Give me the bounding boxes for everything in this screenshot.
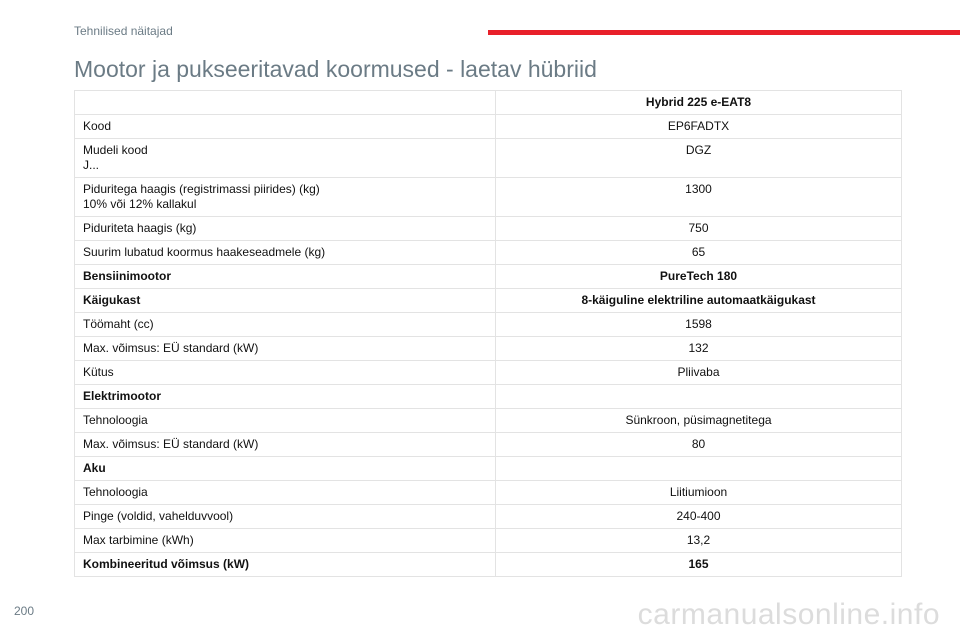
row-label-text: Mudeli kood (83, 143, 148, 157)
table-row (75, 481, 902, 505)
row-label-subtext: J... (83, 158, 100, 172)
row-label-text: Piduritega haagis (registrimassi piirides) (kg) (83, 182, 320, 196)
table-row (75, 178, 902, 217)
row-value: EP6FADTX (496, 115, 902, 139)
row-label (75, 505, 496, 529)
row-label (75, 139, 496, 178)
page-number: 200 (14, 604, 35, 618)
row-value: PureTech 180 (496, 265, 902, 289)
table-row (75, 361, 902, 385)
row-label (75, 481, 496, 505)
row-label-text: Max tarbimine (kWh) (83, 533, 194, 547)
row-label (75, 178, 496, 217)
table-row (75, 433, 902, 457)
table-row (75, 217, 902, 241)
row-value: 240-400 (496, 505, 902, 529)
row-label-text: Kombineeritud võimsus (kW) (83, 557, 250, 571)
row-value: 65 (496, 241, 902, 265)
table-header-row (75, 91, 902, 115)
table-row (75, 115, 902, 139)
row-value: 165 (496, 553, 902, 577)
row-value: 1300 (496, 178, 902, 217)
header-accent-bar (488, 30, 960, 35)
row-label-subtext: 10% või 12% kallakul (83, 197, 197, 211)
row-value: 750 (496, 217, 902, 241)
row-label (75, 385, 496, 409)
row-value (496, 385, 902, 409)
table-row (75, 139, 902, 178)
table-row (75, 337, 902, 361)
row-label-text: Kütus (83, 365, 114, 379)
row-value (496, 457, 902, 481)
row-value: 8-käiguline elektriline automaatkäigukast (496, 289, 902, 313)
row-label-text: Bensiinimootor (83, 269, 172, 283)
spec-table-body (75, 115, 902, 577)
row-label-text: Töömaht (cc) (83, 317, 154, 331)
table-column-header: Hybrid 225 e-EAT8 (496, 91, 902, 115)
row-label (75, 529, 496, 553)
row-value: 1598 (496, 313, 902, 337)
row-value: DGZ (496, 139, 902, 178)
spec-table (74, 90, 902, 577)
table-row (75, 313, 902, 337)
row-label-text: Tehnoloogia (83, 485, 148, 499)
row-label (75, 409, 496, 433)
row-label-text: Kood (83, 119, 112, 133)
row-value: 80 (496, 433, 902, 457)
table-row (75, 457, 902, 481)
row-value: Pliivaba (496, 361, 902, 385)
row-label-text: Max. võimsus: EÜ standard (kW) (83, 437, 259, 451)
row-label (75, 433, 496, 457)
table-row (75, 385, 902, 409)
row-value: 13,2 (496, 529, 902, 553)
row-label (75, 265, 496, 289)
table-row (75, 241, 902, 265)
row-value: 132 (496, 337, 902, 361)
row-label-text: Käigukast (83, 293, 141, 307)
table-row (75, 265, 902, 289)
row-label (75, 361, 496, 385)
table-header-empty-cell (75, 91, 496, 115)
row-label-text: Suurim lubatud koormus haakeseadmele (kg) (83, 245, 326, 259)
row-label (75, 115, 496, 139)
row-label-text: Max. võimsus: EÜ standard (kW) (83, 341, 259, 355)
row-label (75, 553, 496, 577)
table-row (75, 505, 902, 529)
row-value: Liitiumioon (496, 481, 902, 505)
row-label (75, 313, 496, 337)
row-label (75, 217, 496, 241)
table-row (75, 553, 902, 577)
row-label-text: Piduriteta haagis (kg) (83, 221, 197, 235)
row-label-text: Pinge (voldid, vahelduvvool) (83, 509, 234, 523)
row-label (75, 457, 496, 481)
row-label (75, 337, 496, 361)
row-label (75, 241, 496, 265)
row-label-text: Tehnoloogia (83, 413, 148, 427)
section-header: Tehnilised näitajad (74, 24, 173, 38)
row-label-text: Elektrimootor (83, 389, 162, 403)
watermark: carmanualsonline.info (637, 598, 940, 631)
table-row (75, 529, 902, 553)
row-label (75, 289, 496, 313)
row-value: Sünkroon, püsimagnetitega (496, 409, 902, 433)
row-label-text: Aku (83, 461, 106, 475)
page-title: Mootor ja pukseeritavad koormused - laetav hübriid (74, 56, 597, 82)
table-row (75, 289, 902, 313)
table-row (75, 409, 902, 433)
